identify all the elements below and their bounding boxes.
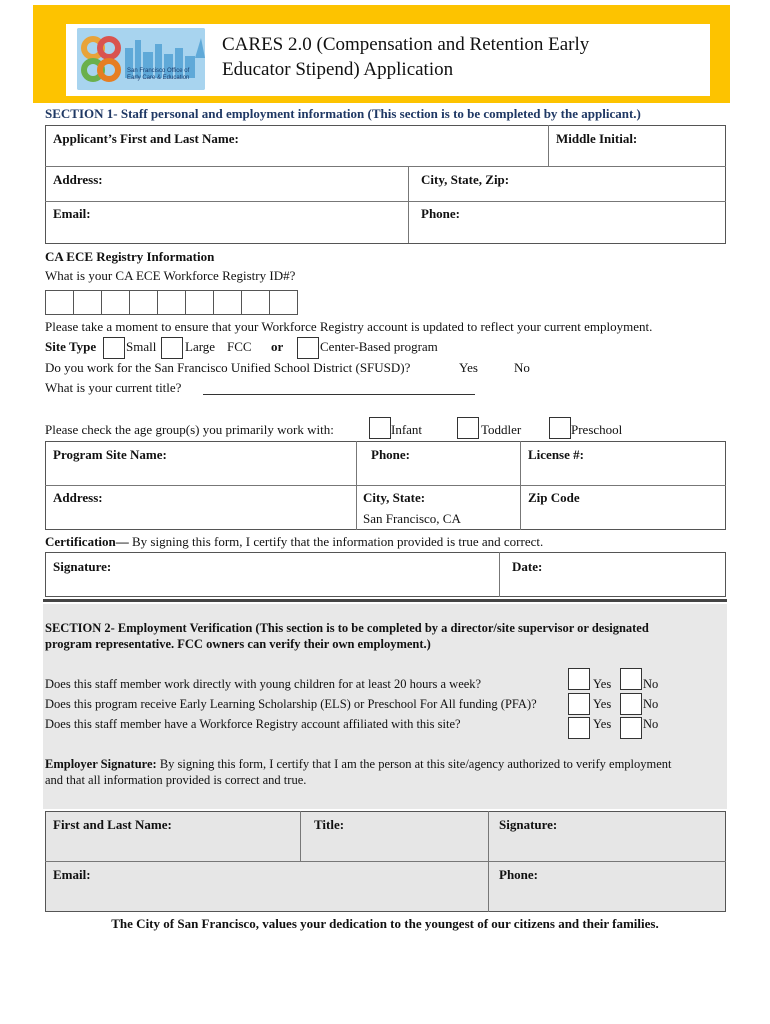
center-based-label: Center-Based program: [320, 339, 438, 354]
city-state-zip-field[interactable]: City, State, Zip:: [421, 172, 510, 187]
small-checkbox[interactable]: [103, 337, 125, 359]
question-registry-account: Does this staff member have a Workforce Registry account affiliated with this site?: [45, 717, 461, 731]
q1-no-label: No: [643, 677, 659, 691]
q2-yes-checkbox[interactable]: [568, 693, 590, 715]
current-title-input[interactable]: [203, 394, 475, 395]
small-label: Small: [126, 339, 157, 354]
logo-letters: [77, 28, 78, 29]
registry-question: What is your CA ECE Workforce Registry ID#?: [45, 268, 296, 283]
age-group-question: Please check the age group(s) you primarily work with:: [45, 422, 334, 437]
employer-phone-field[interactable]: Phone:: [499, 867, 538, 882]
fcc-label: FCC: [227, 339, 252, 354]
section1-heading: SECTION 1- Staff personal and employment information (This section is to be completed by the applicant.): [45, 106, 641, 121]
employer-email-field[interactable]: Email:: [53, 867, 91, 882]
large-checkbox[interactable]: [161, 337, 183, 359]
site-city-value: San Francisco, CA: [363, 511, 461, 526]
registry-heading: CA ECE Registry Information: [45, 249, 215, 264]
certification-text: [45, 534, 543, 550]
center-based-checkbox[interactable]: [297, 337, 319, 359]
page-title: [222, 32, 642, 82]
employer-signature-label: Employer Signature:: [45, 757, 157, 771]
section2-heading-line2: program representative. FCC owners can verify their own employment.): [45, 637, 431, 651]
preschool-checkbox[interactable]: [549, 417, 571, 439]
q3-no-label: No: [643, 717, 659, 731]
date-field[interactable]: Date:: [512, 559, 543, 574]
q2-no-label: No: [643, 697, 659, 711]
footer-message: The City of San Francisco, values your dedication to the youngest of our citizens and their families.: [111, 916, 659, 931]
q3-yes-checkbox[interactable]: [568, 717, 590, 739]
title-line-2: Educator Stipend) Application: [222, 59, 454, 80]
address-field[interactable]: Address:: [53, 172, 103, 187]
site-phone-field[interactable]: Phone:: [371, 447, 410, 462]
sfusd-no[interactable]: No: [514, 360, 530, 375]
sfusd-yes[interactable]: Yes: [459, 360, 478, 375]
employer-name-field[interactable]: First and Last Name:: [53, 817, 172, 832]
employer-signature-body: By signing this form, I certify that I am the person at this site/agency authorized to verify employment: [156, 757, 672, 771]
q3-no-checkbox[interactable]: [620, 717, 642, 739]
q2-yes-label: Yes: [593, 697, 612, 711]
infant-label: Infant: [391, 422, 423, 437]
program-site-name-field[interactable]: Program Site Name:: [53, 447, 167, 462]
q1-yes-label: Yes: [593, 677, 612, 691]
site-address-field[interactable]: Address:: [53, 490, 103, 505]
title-line-1: CARES 2.0 (Compensation and Retention Early: [222, 34, 590, 55]
license-field[interactable]: License #:: [528, 447, 584, 462]
employer-signature-text: [45, 757, 672, 772]
toddler-label: Toddler: [481, 422, 522, 437]
signature-field[interactable]: Signature:: [53, 559, 112, 574]
question-els-pfa: Does this program receive Early Learning Scholarship (ELS) or Preschool For All funding (PFA)?: [45, 697, 537, 711]
signature-table: [45, 552, 726, 597]
certification-body: By signing this form, I certify that the information provided is true and correct.: [128, 534, 544, 549]
section2-heading-line1: SECTION 2- Employment Verification (This section is to be completed by a director/site supervisor or designated: [45, 621, 649, 635]
large-label: Large: [185, 339, 216, 354]
middle-initial-field[interactable]: Middle Initial:: [556, 131, 638, 146]
q1-yes-checkbox[interactable]: [568, 668, 590, 690]
phone-field[interactable]: Phone:: [421, 206, 460, 221]
or-label: or: [271, 339, 284, 354]
infant-checkbox[interactable]: [369, 417, 391, 439]
applicant-name-field[interactable]: Applicant’s First and Last Name:: [53, 131, 239, 146]
zip-code-field[interactable]: Zip Code: [528, 490, 580, 505]
site-type-label: Site Type: [45, 339, 97, 354]
logo-caption: San Francisco Office of Early Care & Education: [127, 68, 190, 81]
preschool-label: Preschool: [571, 422, 623, 437]
employer-signature-text2: and that all information provided is correct and true.: [45, 773, 307, 787]
q3-yes-label: Yes: [593, 717, 612, 731]
certification-label: Certification—: [45, 534, 129, 549]
q1-no-checkbox[interactable]: [620, 668, 642, 690]
email-field[interactable]: Email:: [53, 206, 91, 221]
oece-logo: [77, 28, 205, 90]
registry-update-note: Please take a moment to ensure that your Workforce Registry account is updated to reflect your current employment.: [45, 319, 653, 334]
employer-title-field[interactable]: Title:: [314, 817, 345, 832]
employer-signature-field[interactable]: Signature:: [499, 817, 558, 832]
site-city-field[interactable]: City, State:: [363, 490, 426, 505]
q2-no-checkbox[interactable]: [620, 693, 642, 715]
question-20-hours: Does this staff member work directly with young children for at least 20 hours a week?: [45, 677, 482, 691]
current-title-question: What is your current title?: [45, 380, 182, 395]
sfusd-question: Do you work for the San Francisco Unified School District (SFUSD)?: [45, 360, 411, 375]
toddler-checkbox[interactable]: [457, 417, 479, 439]
